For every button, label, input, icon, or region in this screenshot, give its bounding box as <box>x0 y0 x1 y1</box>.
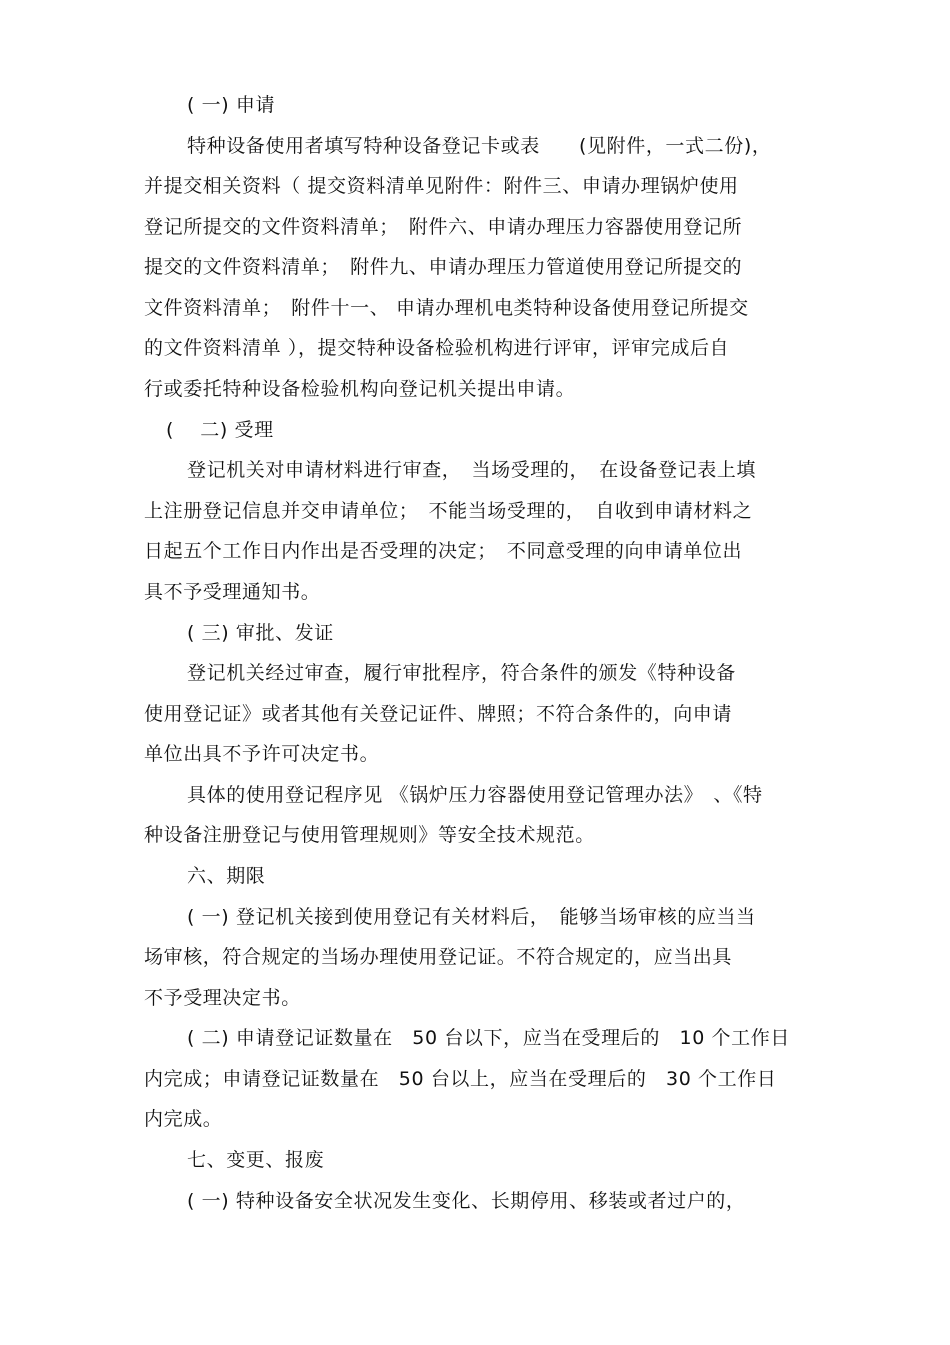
paragraph-line: ( 一) 特种设备安全状况发生变化、长期停用、移装或者过户的， <box>187 1190 746 1212</box>
paragraph-line: 并提交相关资料（ 提交资料清单见附件：附件三、申请办理锅炉使用 <box>144 175 739 197</box>
paragraph-line: 登记机关对申请材料进行审查， 当场受理的， 在设备登记表上填 <box>187 459 757 481</box>
section-heading-application: ( 一) 申请 <box>187 94 276 116</box>
paragraph-line: ( 二) 申请登记证数量在 50 台以下，应当在受理后的 10 个工作日 <box>187 1027 790 1049</box>
paragraph-line: 日起五个工作日内作出是否受理的决定； 不同意受理的向申请单位出 <box>144 540 743 562</box>
section-heading-change-scrap: 七、变更、报废 <box>187 1149 325 1171</box>
paragraph-line: 上注册登记信息并交申请单位； 不能当场受理的， 自收到申请材料之 <box>144 500 753 522</box>
paragraph-line: ( 一) 登记机关接到使用登记有关材料后， 能够当场审核的应当当 <box>187 906 756 928</box>
section-heading-approval: ( 三) 审批、发证 <box>187 622 334 644</box>
paragraph-line: 内完成；申请登记证数量在 50 台以上，应当在受理后的 30 个工作日 <box>144 1068 777 1090</box>
paragraph-line: 文件资料清单； 附件十一、 申请办理机电类特种设备使用登记所提交 <box>144 297 749 319</box>
paragraph-line: 行或委托特种设备检验机构向登记机关提出申请。 <box>144 378 576 400</box>
paragraph-line: 提交的文件资料清单； 附件九、申请办理压力管道使用登记所提交的 <box>144 256 743 278</box>
paragraph-line: 不予受理决定书。 <box>144 987 301 1009</box>
paragraph-line: 的文件资料清单 ），提交特种设备检验机构进行评审，评审完成后自 <box>144 337 730 359</box>
paragraph-line: 单位出具不予许可决定书。 <box>144 743 380 765</box>
paragraph-line: 内完成。 <box>144 1108 223 1130</box>
section-heading-time-limit: 六、期限 <box>187 865 266 887</box>
paragraph-line: 种设备注册登记与使用管理规则》等安全技术规范。 <box>144 824 595 846</box>
paragraph-line: 具体的使用登记程序见 《锅炉压力容器使用登记管理办法》 、《特 <box>187 784 763 806</box>
paragraph-line: 具不予受理通知书。 <box>144 581 321 603</box>
paragraph-line: 使用登记证》或者其他有关登记证件、牌照；不符合条件的，向申请 <box>144 703 733 725</box>
paragraph-line: 登记机关经过审查，履行审批程序，符合条件的颁发《特种设备 <box>187 662 736 684</box>
paragraph-line: 登记所提交的文件资料清单； 附件六、申请办理压力容器使用登记所 <box>144 216 743 238</box>
paragraph-line: 场审核，符合规定的当场办理使用登记证。不符合规定的，应当出具 <box>144 946 733 968</box>
paragraph-line: 特种设备使用者填写特种设备登记卡或表 (见附件，一式二份)， <box>187 135 772 157</box>
section-heading-acceptance: ( 二) 受理 <box>166 419 274 441</box>
